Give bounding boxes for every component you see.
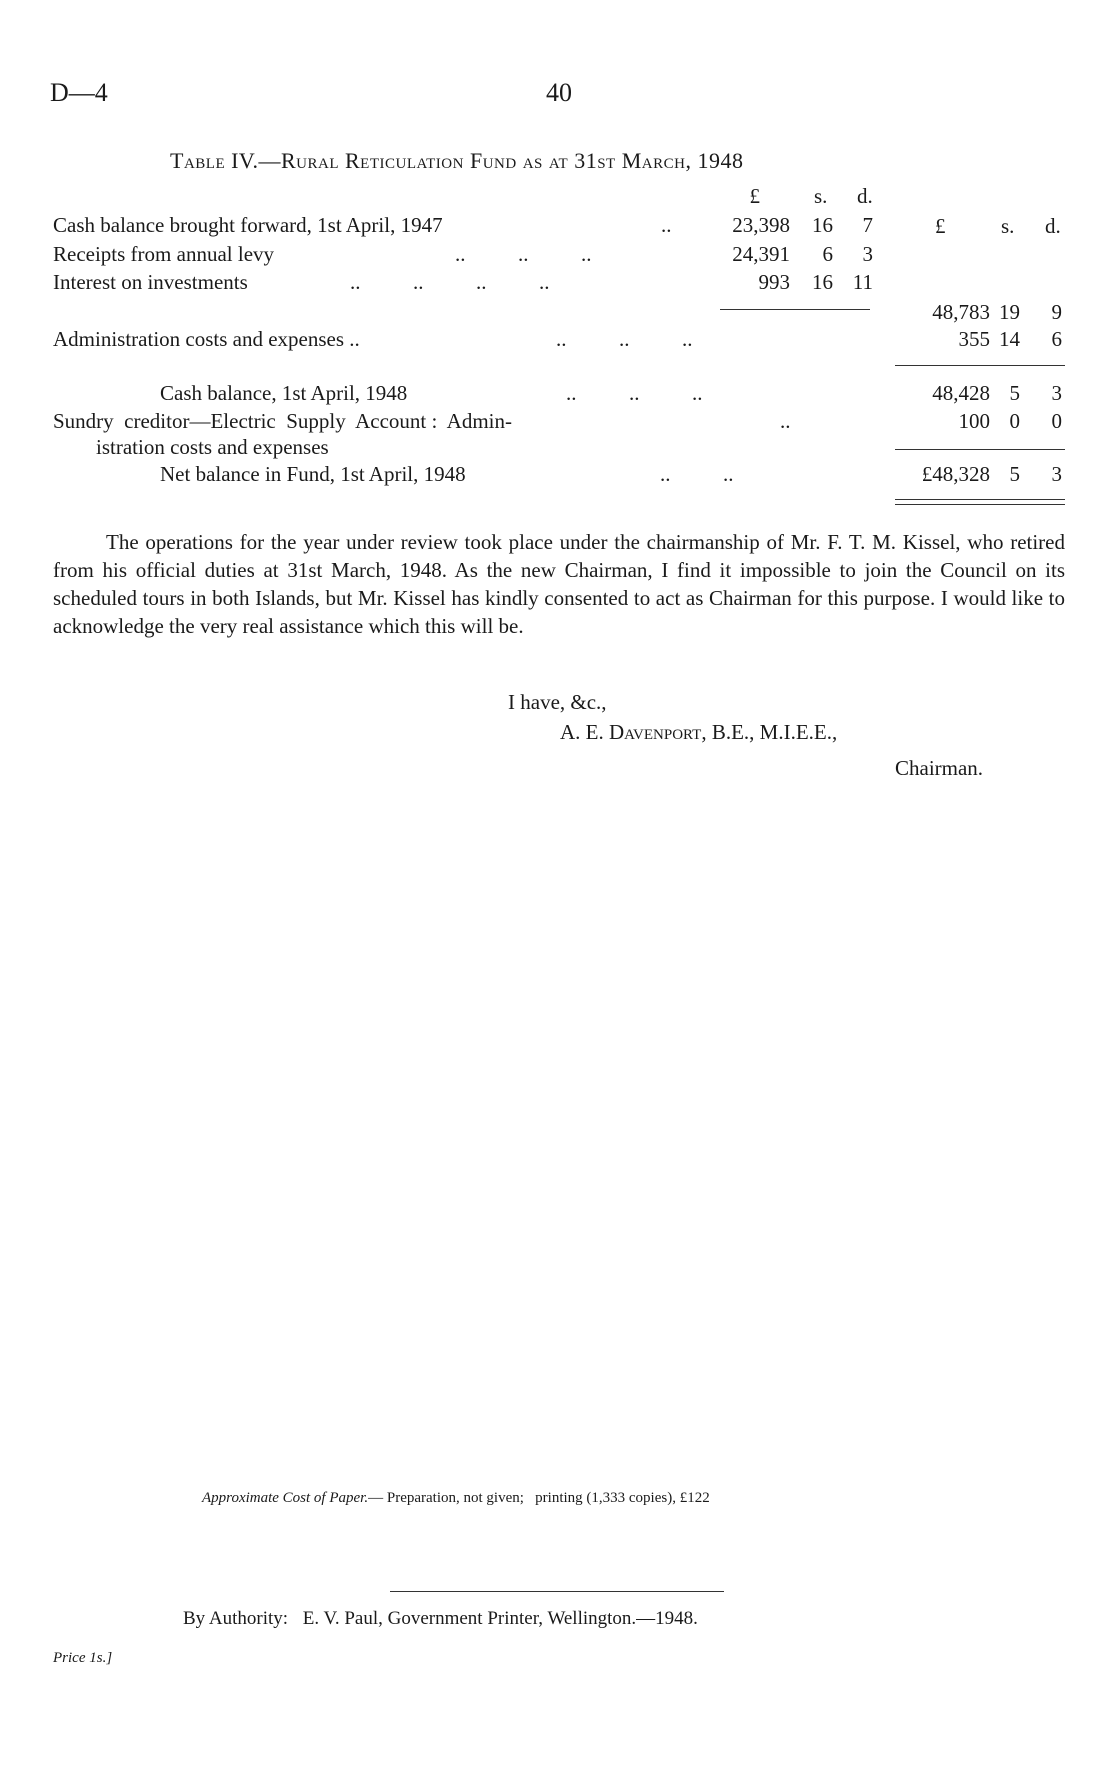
inner-pounds-value: 23,398 xyxy=(732,213,790,237)
row-label: Interest on investments xyxy=(53,270,248,294)
row-label: Net balance in Fund, 1st April, 1948 xyxy=(160,462,466,486)
leader-dots: .. .. .. xyxy=(556,327,693,351)
outer-shillings-value: 14 xyxy=(999,327,1020,351)
footer-rule xyxy=(390,1591,724,1592)
net-balance-pounds: £48,328 xyxy=(921,462,990,486)
leader-dots: .. .. xyxy=(660,462,734,486)
outer-pence-value: 3 xyxy=(1051,381,1062,405)
authority-line xyxy=(183,1608,698,1630)
table-title: Table IV.—Rural Reticulation Fund as at 31st March, 1948 xyxy=(170,148,744,173)
outer-pence-value: 6 xyxy=(1051,327,1062,351)
inner-pounds-value: 24,391 xyxy=(732,242,790,266)
cost-label: Approximate Cost of Paper. xyxy=(202,1490,369,1506)
outer-shillings-value: 5 xyxy=(1009,462,1020,486)
authority-text: E. V. Paul, Government Printer, Wellington.—1948. xyxy=(302,1608,698,1629)
inner-shillings-value: 6 xyxy=(822,242,833,266)
outer-pence-value: 3 xyxy=(1051,462,1062,486)
authority-label: By Authority: xyxy=(183,1608,289,1629)
body-paragraph: The operations for the year under review took place under the chairmanship of Mr. F. T. M. Kissel, who retired from his official duties at 31st March, 1948. As the new Chairman, I find it impossible to join the Council on its scheduled tours in both Islands, but Mr. Kissel has kindly consented to act as Chairman for this purpose. I would like to acknowledge the very real assistance which this will be. xyxy=(53,530,1065,638)
page-number: 40 xyxy=(546,78,572,107)
outer-pounds-value: 100 xyxy=(958,409,990,433)
outer-pounds-heading: £ xyxy=(935,214,946,238)
document-reference: D—4 xyxy=(50,78,108,107)
outer-pounds-value: 355 xyxy=(958,327,990,351)
outer-shillings-value: 5 xyxy=(1009,381,1020,405)
leader-dots: .. xyxy=(780,409,791,433)
signatory-title: Chairman. xyxy=(895,756,984,780)
leader-dots: .. .. .. .. xyxy=(350,270,550,294)
row-label: Sundry creditor—Electric Supply Account : Admin- xyxy=(53,409,513,433)
inner-pence-value: 11 xyxy=(852,270,873,294)
inner-shillings-heading: s. xyxy=(814,184,828,208)
leader-dots: .. xyxy=(661,213,672,237)
outer-shillings-heading: s. xyxy=(1001,214,1015,238)
inner-shillings-value: 16 xyxy=(812,270,833,294)
row-label-continuation: istration costs and expenses xyxy=(96,435,329,459)
row-label: Receipts from annual levy xyxy=(53,242,275,266)
inner-column-rule xyxy=(720,309,870,310)
inner-pence-value: 7 xyxy=(862,213,873,237)
closing-line: I have, &c., xyxy=(508,690,607,714)
outer-pence-value: 9 xyxy=(1051,300,1062,324)
outer-column-rule xyxy=(895,365,1065,366)
double-rule-bottom xyxy=(895,504,1065,505)
leader-dots: .. .. .. xyxy=(566,381,703,405)
signatory-name: A. E. Davenport, B.E., M.I.E.E., xyxy=(560,720,838,744)
outer-pounds-value: 48,783 xyxy=(932,300,990,324)
double-rule-top xyxy=(895,499,1065,500)
cost-note xyxy=(202,1490,710,1507)
cost-text: — Preparation, not given; printing (1,333 copies), £122 xyxy=(368,1490,710,1506)
row-label: Administration costs and expenses .. xyxy=(53,327,360,351)
row-label: Cash balance, 1st April, 1948 xyxy=(160,381,408,405)
inner-pence-value: 3 xyxy=(862,242,873,266)
outer-pounds-value: 48,428 xyxy=(932,381,990,405)
outer-shillings-value: 19 xyxy=(999,300,1020,324)
leader-dots: .. .. .. xyxy=(455,242,592,266)
outer-shillings-value: 0 xyxy=(1009,409,1020,433)
row-label: Cash balance brought forward, 1st April, 1947 xyxy=(53,213,443,237)
outer-pence-heading: d. xyxy=(1045,214,1061,238)
inner-pounds-value: 993 xyxy=(758,270,790,294)
inner-pence-heading: d. xyxy=(857,184,873,208)
price-note: Price 1s.] xyxy=(53,1650,113,1666)
inner-pounds-heading: £ xyxy=(749,184,760,208)
inner-shillings-value: 16 xyxy=(812,213,833,237)
outer-column-rule xyxy=(895,449,1065,450)
outer-pence-value: 0 xyxy=(1051,409,1062,433)
